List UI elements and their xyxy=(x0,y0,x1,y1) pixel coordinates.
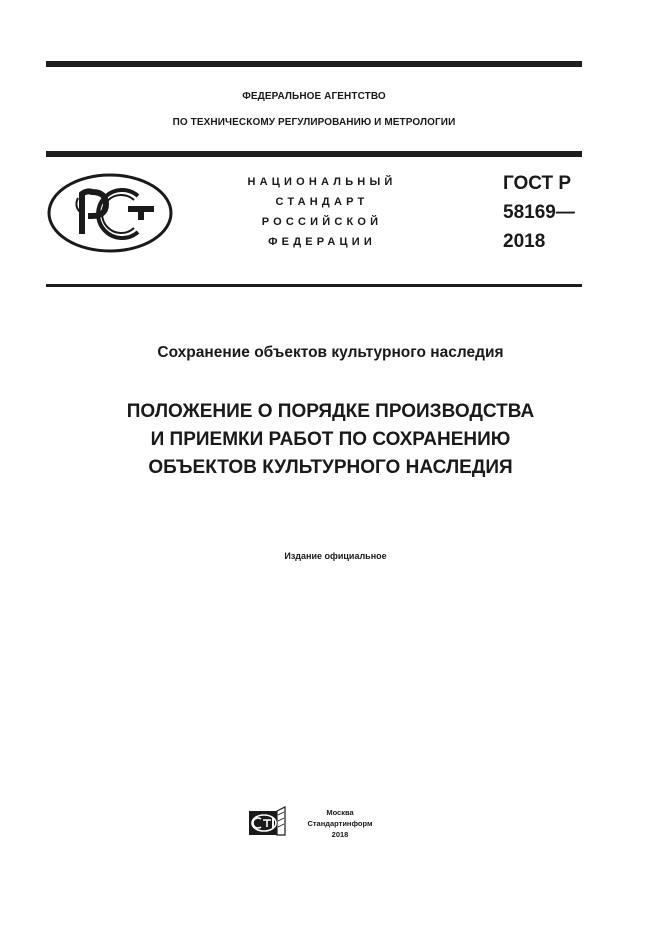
national-standard-label xyxy=(222,172,422,252)
publisher-year: 2018 xyxy=(331,830,349,839)
title-line: ПОЛОЖЕНИЕ О ПОРЯДКЕ ПРОИЗВОДСТВА xyxy=(126,401,535,422)
document-title xyxy=(0,398,661,482)
designation-line3: 2018 xyxy=(503,231,546,252)
designation-line2: 58169— xyxy=(503,202,575,223)
national-standard-line: РОССИЙСКОЙ xyxy=(261,216,383,228)
document-subtitle: Сохранение объектов культурного наследия xyxy=(157,344,504,361)
publisher-info xyxy=(295,807,385,840)
title-line: И ПРИЕМКИ РАБОТ ПО СОХРАНЕНИЮ xyxy=(150,429,511,450)
national-standard-line: СТАНДАРТ xyxy=(275,196,369,208)
publisher-name: Стандартинформ xyxy=(307,819,373,828)
edition-label: Издание официальное xyxy=(284,551,387,561)
standard-designation xyxy=(503,169,575,256)
middle-rule xyxy=(46,151,582,157)
agency-name-line1: ФЕДЕРАЛЬНОЕ АГЕНТСТВО xyxy=(242,91,386,102)
designation-line1: ГОСТ Р xyxy=(503,173,572,194)
top-rule xyxy=(46,61,582,67)
title-line: ОБЪЕКТОВ КУЛЬТУРНОГО НАСЛЕДИЯ xyxy=(148,457,513,478)
gost-r-logo-icon xyxy=(46,172,174,254)
standartinform-logo-icon xyxy=(247,805,287,837)
agency-name-line2: ПО ТЕХНИЧЕСКОМУ РЕГУЛИРОВАНИЮ И МЕТРОЛОГИИ xyxy=(172,117,456,128)
national-standard-line: НАЦИОНАЛЬНЫЙ xyxy=(247,176,397,188)
bottom-rule xyxy=(46,284,582,287)
publisher-city: Москва xyxy=(326,808,354,817)
national-standard-line: ФЕДЕРАЦИИ xyxy=(268,236,376,248)
